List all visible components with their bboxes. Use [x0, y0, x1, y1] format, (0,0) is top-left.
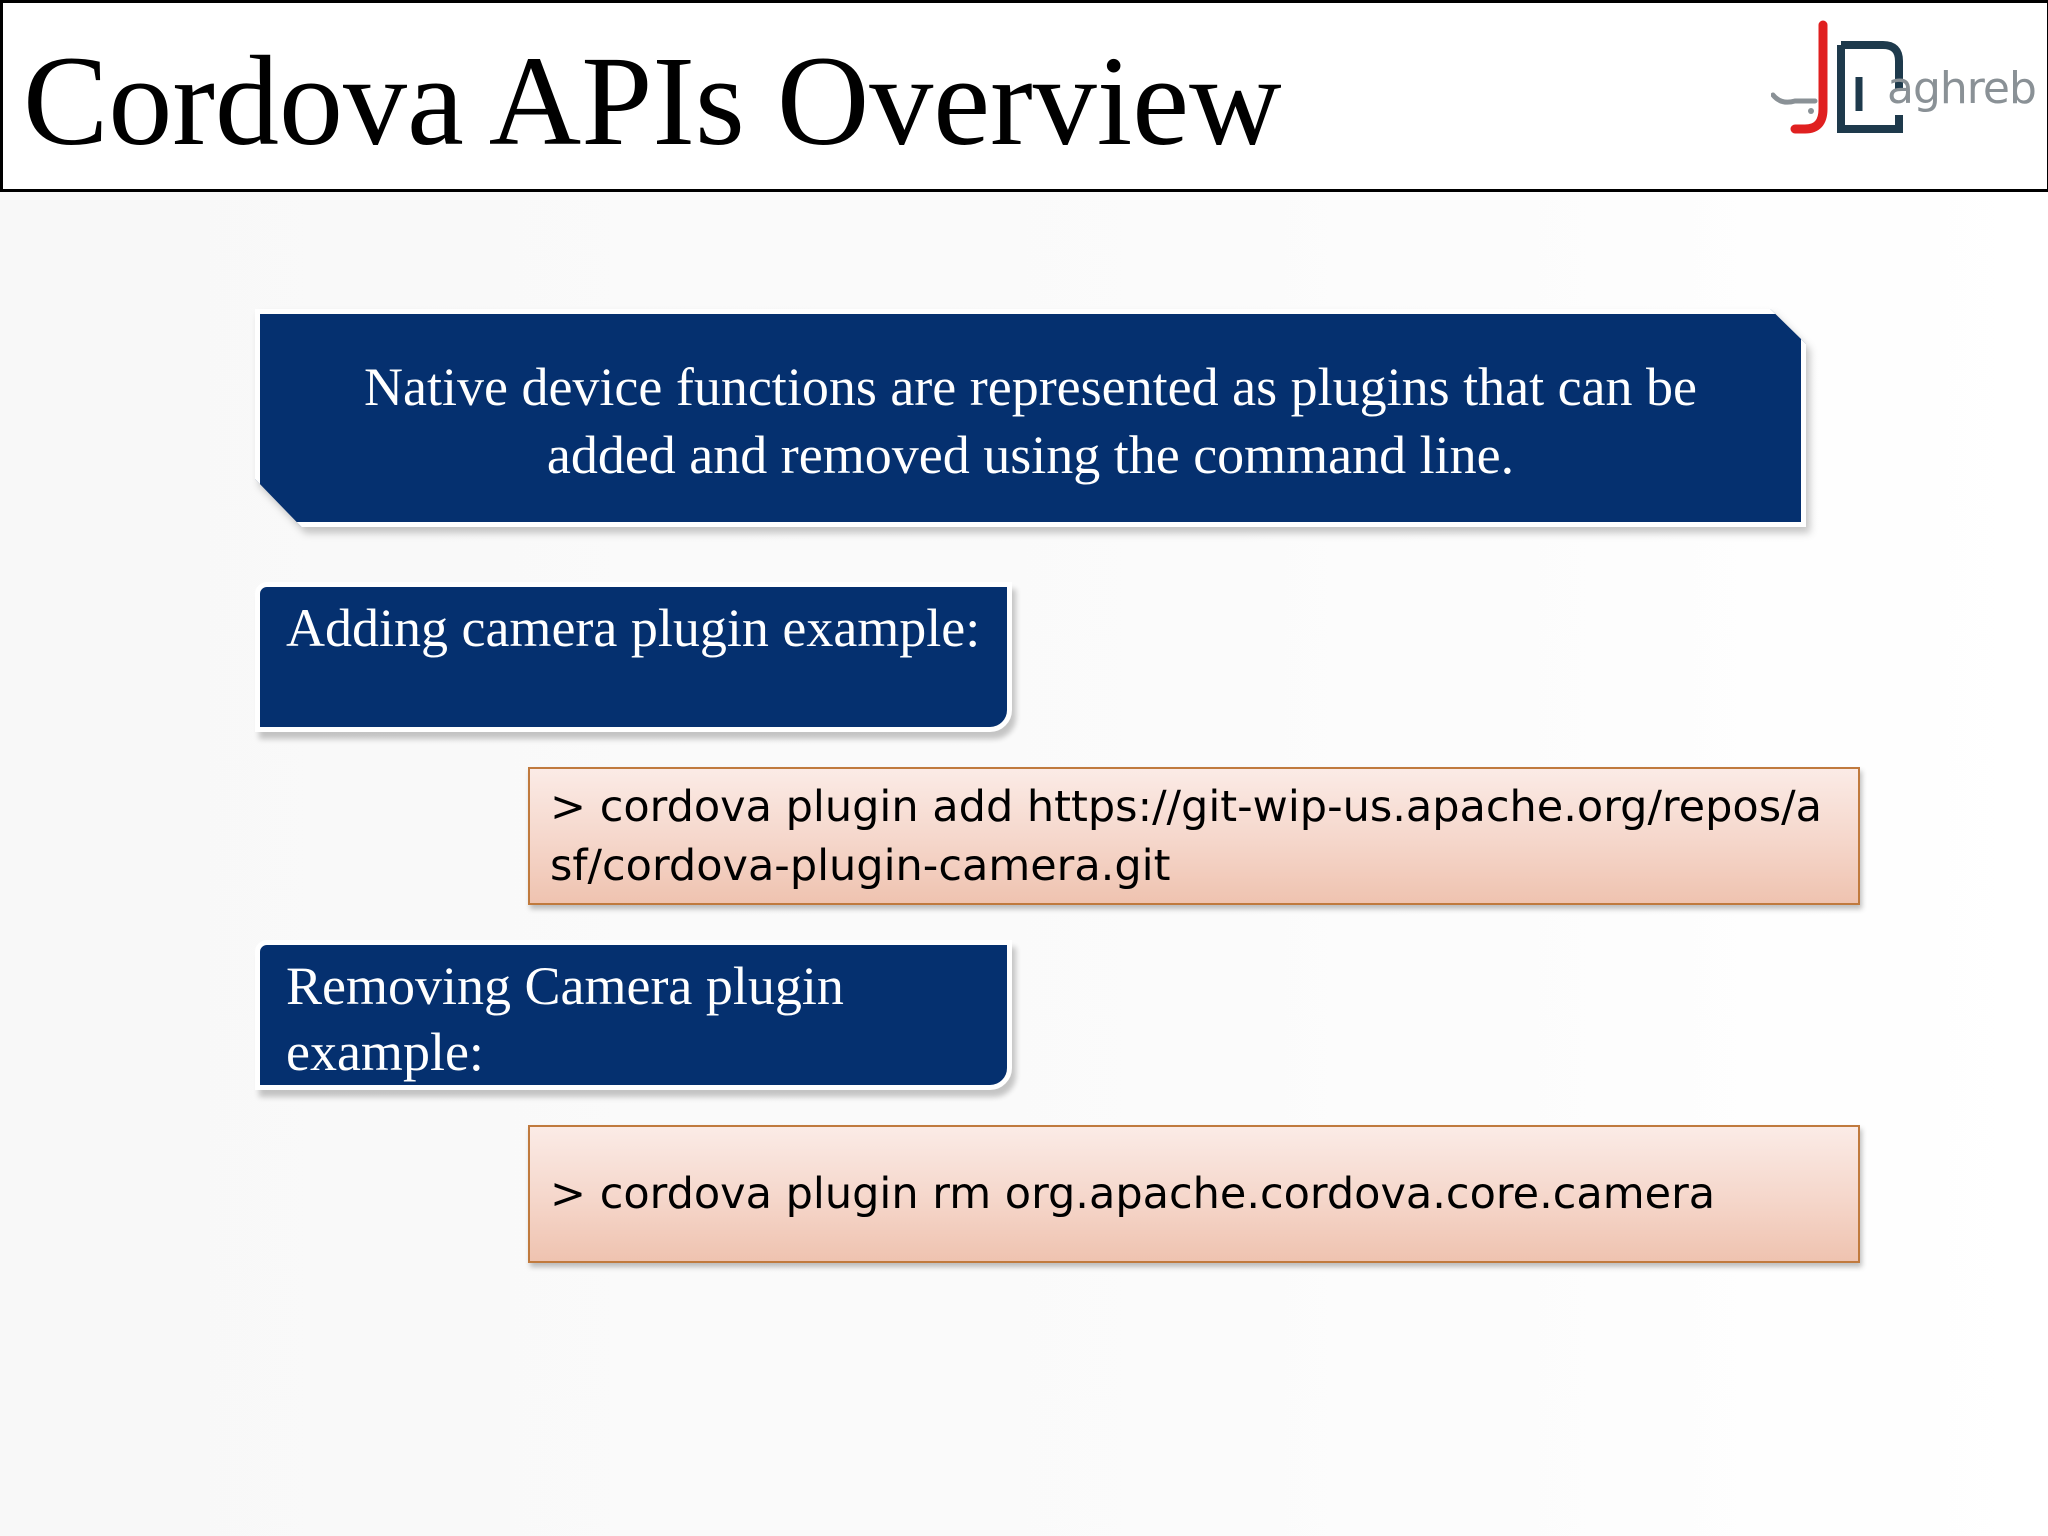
remove-plugin-command-box: [528, 1125, 1860, 1263]
removing-example-label-box: [255, 940, 1012, 1090]
add-plugin-command-box: [528, 767, 1860, 905]
removing-example-label: Removing Camera plugin example:: [286, 956, 844, 1082]
adding-example-label: Adding camera plugin example:: [286, 598, 981, 658]
title-bar: [0, 0, 2048, 192]
add-plugin-command: > cordova plugin add https://git-wip-us.apache.org/repos/asf/cordova-plugin-camera.git: [550, 782, 1822, 891]
intro-text: Native device functions are represented as plugins that can be added and removed using the command line.: [364, 357, 1697, 485]
slide-title: Cordova APIs Overview: [23, 30, 1282, 172]
adding-example-label-box: [255, 582, 1012, 732]
logo-text: aghreb: [1887, 63, 2036, 114]
jmaghreb-logo: [1771, 17, 2036, 147]
remove-plugin-command: > cordova plugin rm org.apache.cordova.core.camera: [550, 1169, 1716, 1219]
intro-callout: [255, 309, 1806, 527]
